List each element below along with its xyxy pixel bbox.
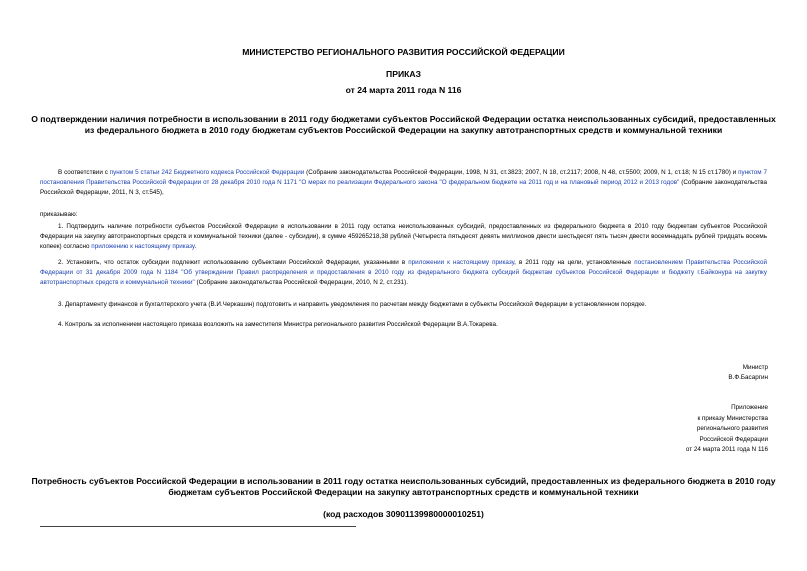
order-date: от 24 марта 2011 года N 116 <box>345 85 462 95</box>
appendix-line: к приказу Министерства <box>697 414 768 422</box>
item-2-paragraph <box>40 258 767 287</box>
item-2-text-2: , в 2011 году на цели, установленные <box>514 259 635 266</box>
item-2-text-1: 2. Установить, что остаток субсидии подлежит использованию субъектами Российской Федерации, указанными в <box>58 259 409 266</box>
item-1-text-2: . <box>194 242 197 250</box>
government-resolution-1184-link[interactable]: постановлением Правительства Российской Федерации от 31 декабря 2009 года N 1184 "Об утверждении Правил распределения и предоставления в 2010 году из федерального бюджета субсидий бюджетам субъектов Российской Федерации и бюджету г.Байконура на закупку автотранспортных средств и коммунальной техники" <box>40 259 768 286</box>
preamble-paragraph <box>40 168 767 197</box>
item-1-text-1: 1. Подтвердить наличие потребности субъектов Российской Федерации в использовании в 2011 году остатка неиспользованных субсидий, предоставленных из федерального бюджета в 2010 году бюджетам субъектов Российской Федерации на закупку автотранспортных средств и коммунальной техники (далее - субсидии), в сумме 459265218,38 рублей (Четыреста пятьдесят девять миллионов двести шестьдесят пять тысяч двести восемнадцать рублей тридцать восемь копеек) согласно <box>40 223 767 250</box>
appendix-header <box>628 403 768 456</box>
ministry-heading: МИНИСТЕРСТВО РЕГИОНАЛЬНОГО РАЗВИТИЯ РОССИЙСКОЙ ФЕДЕРАЦИИ <box>242 47 565 57</box>
appendix-title: Потребность субъектов Российской Федерации в использовании в 2011 году остатка неиспользованных субсидий, предоставленных из федерального бюджета в 2010 году бюджетам субъектов Российской Федерации на закупку автотранспортных средств и коммунальной техники <box>31 476 776 497</box>
document-title: О подтверждении наличия потребности в использовании в 2011 году бюджетами субъектов Российской Федерации остатка неиспользованных субсидий, предоставленных из федерального бюджета в 2010 году бюджетам субъектов Российской Федерации на закупку автотранспортных средств и коммунальной техники <box>31 114 776 135</box>
signature-position: Министр <box>742 364 768 371</box>
budget-code-link[interactable]: пунктом 5 статьи 242 Бюджетного кодекса Российской Федерации <box>109 169 305 176</box>
item-3-text: 3. Департаменту финансов и бухгалтерского учета (В.И.Черкашин) подготовить и направить уведомления по расчетам между бюджетами в субъекты Российской Федерации в установленном порядке. <box>58 301 647 308</box>
item-2-text-3: (Собрание законодательства Российской Федерации, 2010, N 2, ст.231). <box>194 278 408 286</box>
item-4-paragraph <box>40 320 767 330</box>
order-heading: ПРИКАЗ <box>386 69 421 79</box>
item-1-paragraph <box>40 222 767 251</box>
signature-name: В.Ф.Басаргин <box>728 373 768 381</box>
preamble-text-1: В соответствии с <box>58 169 110 176</box>
appendix-line: регионального развития <box>696 425 768 432</box>
signature-block <box>728 363 768 383</box>
item-4-text: 4. Контроль за исполнением настоящего приказа возложить на заместителя Министра регионального развития Российской Федерации В.А.Токарева. <box>58 321 498 328</box>
preamble-text-2: (Собрание законодательства Российской Федерации, 1998, N 31, ст.3823; 2007, N 18, ст.2117; 2008, N 48, ст.5500; 2009, N 1, ст.18; N 15 ст.1780) и <box>304 169 739 176</box>
expense-code: (код расходов 30901139980000010251) <box>323 509 484 519</box>
appendix-link-1[interactable]: приложению к настоящему приказу <box>91 242 195 250</box>
appendix-link-2[interactable]: приложении к настоящему приказу <box>408 259 515 266</box>
order-word: приказываю: <box>40 211 78 218</box>
appendix-line: Приложение <box>731 404 768 411</box>
appendix-line: от 24 марта 2011 года N 116 <box>685 446 768 453</box>
appendix-line: Российской Федерации <box>699 435 768 443</box>
government-resolution-1171-link[interactable]: пунктом 7 постановления Правительства Российской Федерации от 28 декабря 2010 года N 1171 "О мерах по реализации Федерального закона "О федеральном бюджете на 2011 год и на плановый период 2012 и 2013 годов" <box>40 169 767 186</box>
preamble-text-3: (Собрание законодательства Российской Федерации, 2011, N 3, ст.545), <box>40 178 767 196</box>
footnote-divider <box>40 526 356 527</box>
item-3-paragraph <box>40 300 767 310</box>
